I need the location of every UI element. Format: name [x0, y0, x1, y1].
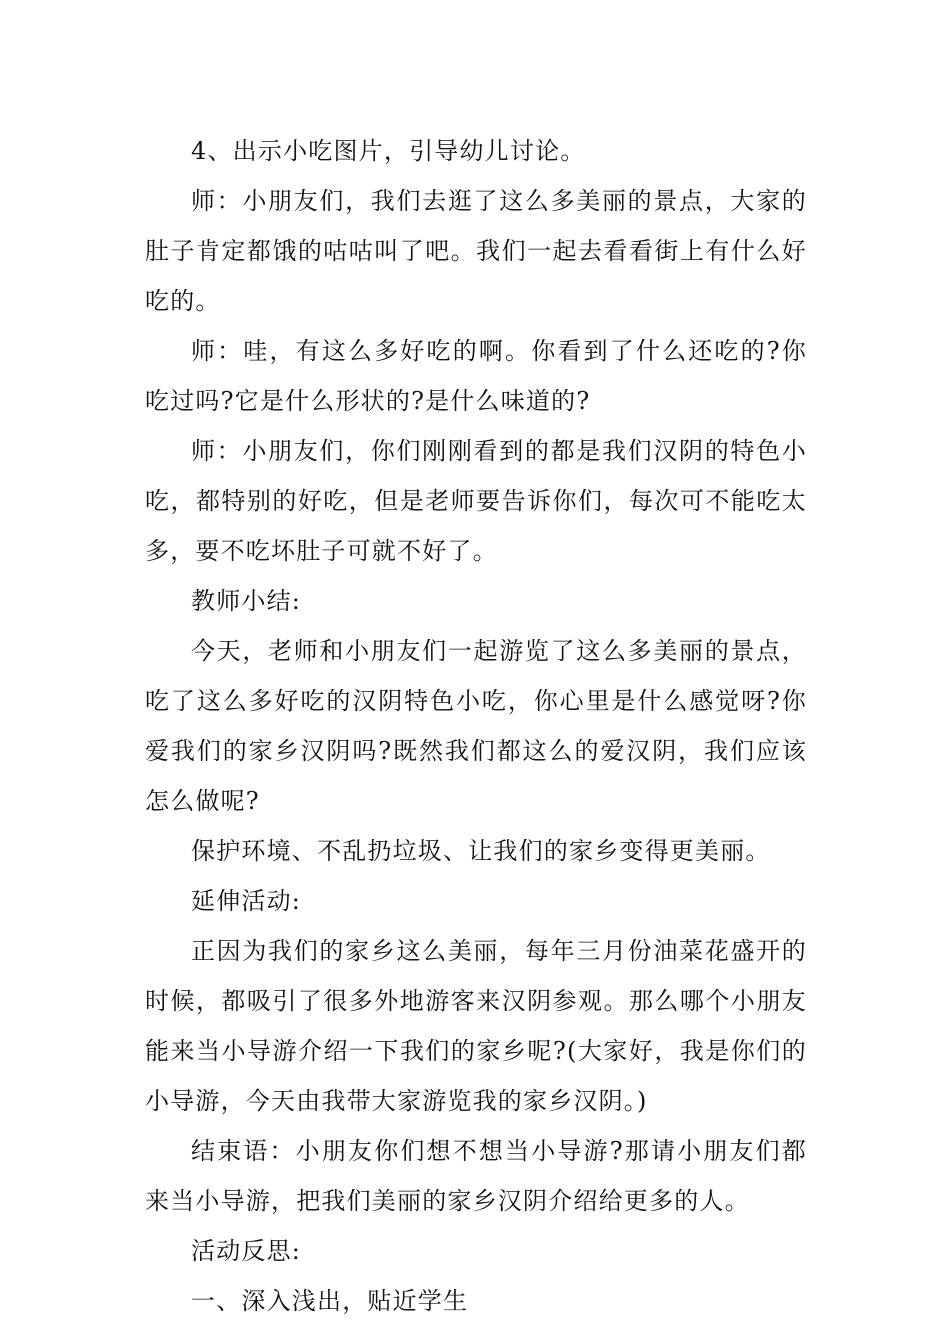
heading-extension-activity: 延伸活动:	[191, 887, 302, 915]
heading-reflection-point-1: 一、深入浅出，贴近学生	[191, 1287, 469, 1315]
heading-activity-reflection: 活动反思:	[191, 1237, 302, 1265]
paragraph-closing: 结束语：小朋友你们想不想当小导游?那请小朋友们都来当小导游，把我们美丽的家乡汉阴介绍给更多的人。	[145, 1137, 807, 1215]
paragraph-teacher-questions: 师：哇，有这么多好吃的啊。你看到了什么还吃的?你吃过吗?它是什么形状的?是什么味道的?	[145, 337, 807, 415]
paragraph-teacher-hungry: 师：小朋友们，我们去逛了这么多美丽的景点，大家的肚子肯定都饿的咕咕叫了吧。我们一起去看看街上有什么好吃的。	[145, 187, 807, 315]
paragraph-extension: 正因为我们的家乡这么美丽，每年三月份油菜花盛开的时候，都吸引了很多外地游客来汉阴参观。那么哪个小朋友能来当小导游介绍一下我们的家乡呢?(大家好，我是你们的小导游，今天由我带大家游览我的家乡汉阴。)	[145, 937, 807, 1115]
heading-teacher-summary: 教师小结:	[191, 587, 302, 615]
paragraph-step-4: 4、出示小吃图片，引导幼儿讨论。	[191, 137, 586, 165]
paragraph-protect-environment: 保护环境、不乱扔垃圾、让我们的家乡变得更美丽。	[191, 837, 771, 865]
document-body	[145, 126, 807, 1326]
paragraph-teacher-snacks: 师：小朋友们，你们刚刚看到的都是我们汉阴的特色小吃，都特别的好吃，但是老师要告诉你们，每次可不能吃太多，要不吃坏肚子可就不好了。	[145, 437, 807, 565]
paragraph-summary: 今天，老师和小朋友们一起游览了这么多美丽的景点，吃了这么多好吃的汉阴特色小吃，你心里是什么感觉呀?你爱我们的家乡汉阴吗?既然我们都这么的爱汉阴，我们应该怎么做呢?	[145, 637, 807, 815]
